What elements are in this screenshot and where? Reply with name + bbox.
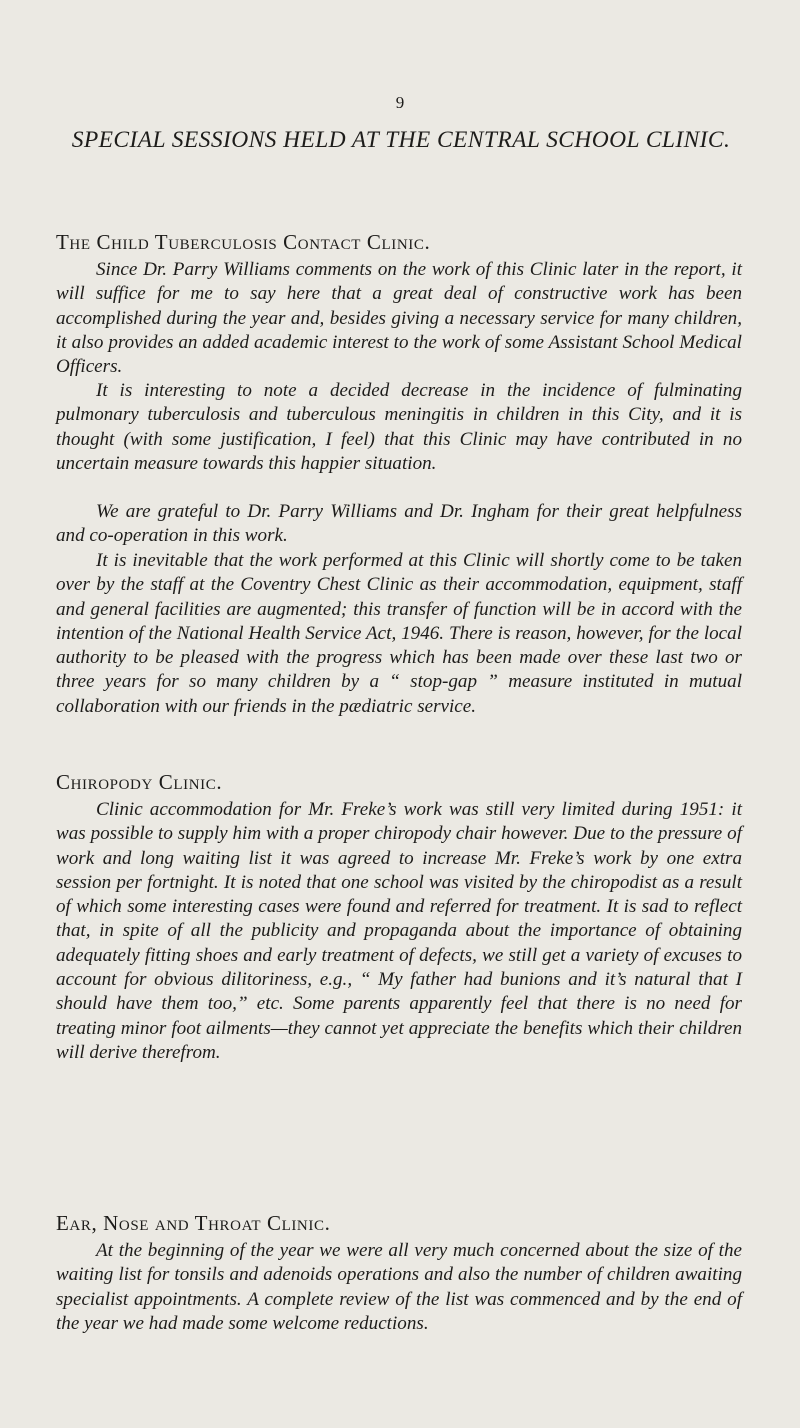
paragraph-tuberculosis-4: It is inevitable that the work performed at this Clinic will shortly come to be taken over by the staff at the Coventry Chest Clinic as their accommodation, equipment, staff and general facilities are augmented; this transfer of function will be in accord with the intention of the National Health Service Act, 1946. There is reason, however, for the local authority to be pleased with the progress which has been made over these last two or three years for so many children by a “ stop-gap ” measure instituted in mutual collaboration with our friends in the pædiatric service. [56, 550, 742, 717]
paragraph-ent-1: At the beginning of the year we were all very much concerned about the size of the waiting list for tonsils and adenoids operations and also the number of children awaiting specialist appointments. A complete review of the list was commenced and by the end of the year we had made some welcome reductions. [56, 1240, 742, 1334]
paragraph-tuberculosis-2: It is interesting to note a decided decrease in the incidence of fulminating pulmonary tuberculosis and tuberculous meningitis in children in this City, and it is thought (with some justification, I feel) that this Clinic may have contributed in no uncertain measure towards this happier situation. [56, 380, 742, 474]
page-title: SPECIAL SESSIONS HELD AT THE CENTRAL SCHOOL CLINIC. [71, 127, 731, 153]
section-heading-tuberculosis-clinic: The Child Tuberculosis Contact Clinic. [56, 230, 431, 254]
page-number: 9 [395, 93, 405, 112]
section-heading-chiropody-clinic: Chiropody Clinic. [56, 770, 223, 794]
paragraph-tuberculosis-3: We are grateful to Dr. Parry Williams and Dr. Ingham for their great helpfulness and co-operation in this work. [56, 501, 742, 547]
paragraph-chiropody-1: Clinic accommodation for Mr. Freke’s work was still very limited during 1951: it was possible to supply him with a proper chiropody chair however. Due to the pressure of work and long waiting list it was agreed to increase Mr. Freke’s work by one extra session per fortnight. It is noted that one school was visited by the chiropodist as a result of which some interesting cases were found and referred for treatment. It is sad to reflect that, in spite of all the publicity and propaganda about the importance of obtaining adequately fitting shoes and early treatment of defects, we still get a variety of excuses to account for obvious dilitoriness, e.g., “ My father had bunions and it’s natural that I should have them too,” etc. Some parents apparently feel that there is no need for treating minor foot ailments—they cannot yet appreciate the benefits which their children will derive therefrom. [56, 799, 742, 1063]
section-heading-ent-clinic: Ear, Nose and Throat Clinic. [56, 1211, 331, 1235]
paragraph-tuberculosis-1: Since Dr. Parry Williams comments on the work of this Clinic later in the report, it will suffice for me to say here that a great deal of constructive work has been accomplished during the year and, besides giving a necessary service for many children, it also provides an added academic interest to the work of some Assistant School Medical Officers. [56, 259, 742, 378]
